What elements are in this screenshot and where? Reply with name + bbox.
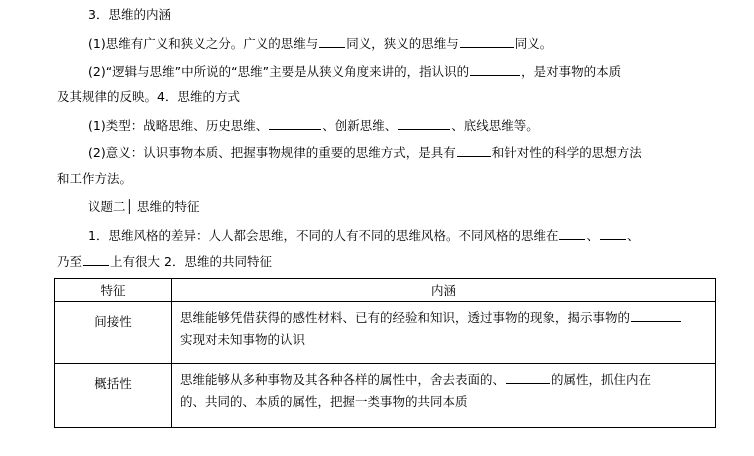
fill-blank[interactable] xyxy=(319,34,345,48)
fill-blank[interactable] xyxy=(457,143,491,157)
fill-blank[interactable] xyxy=(506,370,550,384)
text: 乃至 xyxy=(57,254,83,269)
text: ，是对事物的本质 xyxy=(521,64,622,79)
text: (2)“逻辑与思维”中所说的“思维”主要是从狭义角度来讲的，指认识的 xyxy=(88,64,470,79)
section-4-point-1 xyxy=(88,116,539,135)
table-row xyxy=(55,302,716,364)
feature-meaning xyxy=(172,364,716,428)
fill-blank[interactable] xyxy=(631,308,681,322)
table-header-feature: 特征 xyxy=(55,279,172,302)
section-3-point-2 xyxy=(88,62,621,81)
fill-blank[interactable] xyxy=(600,226,626,240)
topic-2-heading: 议题二│ 思维的特征 xyxy=(88,199,200,214)
table-row xyxy=(55,364,716,428)
topic-2-point-1 xyxy=(88,226,640,245)
text: 、底线思维等。 xyxy=(451,118,539,133)
text: 、创新思维、 xyxy=(322,118,398,133)
text: 、 xyxy=(586,228,599,243)
topic-2-point-1-continued xyxy=(57,252,272,271)
meaning-line-1 xyxy=(180,307,711,329)
fill-blank[interactable] xyxy=(559,226,585,240)
text: 、 xyxy=(626,228,640,243)
text: 思维能够凭借获得的感性材料、已有的经验和知识，透过事物的现象，揭示事物的 xyxy=(180,310,631,325)
text: (2)意义：认识事物本质、把握事物规律的重要的思维方式，是具有 xyxy=(88,145,456,160)
meaning-line-1 xyxy=(180,369,711,391)
text: 同义。 xyxy=(514,36,553,51)
section-4-point-2 xyxy=(88,143,642,162)
text: (1)思维有广义和狭义之分。广义的思维与 xyxy=(88,36,319,51)
feature-name: 间接性 xyxy=(55,302,172,364)
section-3-point-2-continued: 及其规律的反映。4．思维的方式 xyxy=(57,89,240,104)
text: (1)类型：战略思维、历史思维、 xyxy=(88,118,269,133)
text: 的属性，抓住内在 xyxy=(551,372,652,387)
features-table xyxy=(54,278,716,428)
text: 思维能够从多种事物及其各种各样的属性中，舍去表面的、 xyxy=(180,372,506,387)
fill-blank[interactable] xyxy=(83,252,109,266)
table-header-row xyxy=(55,279,716,302)
table-header-meaning: 内涵 xyxy=(172,279,716,302)
section-4-point-2-continued: 和工作方法。 xyxy=(57,171,133,186)
text: 1．思维风格的差异：人人都会思维，不同的人有不同的思维风格。不同风格的思维在 xyxy=(88,228,559,243)
text: 同义，狭义的思维与 xyxy=(346,36,459,51)
feature-name: 概括性 xyxy=(55,364,172,428)
text: 和针对性的科学的思想方法 xyxy=(491,145,642,160)
feature-meaning xyxy=(172,302,716,364)
meaning-line-2: 的、共同的、本质的属性，把握一类事物的共同本质 xyxy=(180,394,468,409)
text: 上有很大 2．思维的共同特征 xyxy=(110,254,272,269)
fill-blank[interactable] xyxy=(460,34,514,48)
section-3-title: 3．思维的内涵 xyxy=(88,7,171,22)
section-3-point-1 xyxy=(88,34,552,53)
fill-blank[interactable] xyxy=(398,116,450,130)
fill-blank[interactable] xyxy=(269,116,321,130)
fill-blank[interactable] xyxy=(470,62,520,76)
meaning-line-2: 实现对未知事物的认识 xyxy=(180,332,306,347)
